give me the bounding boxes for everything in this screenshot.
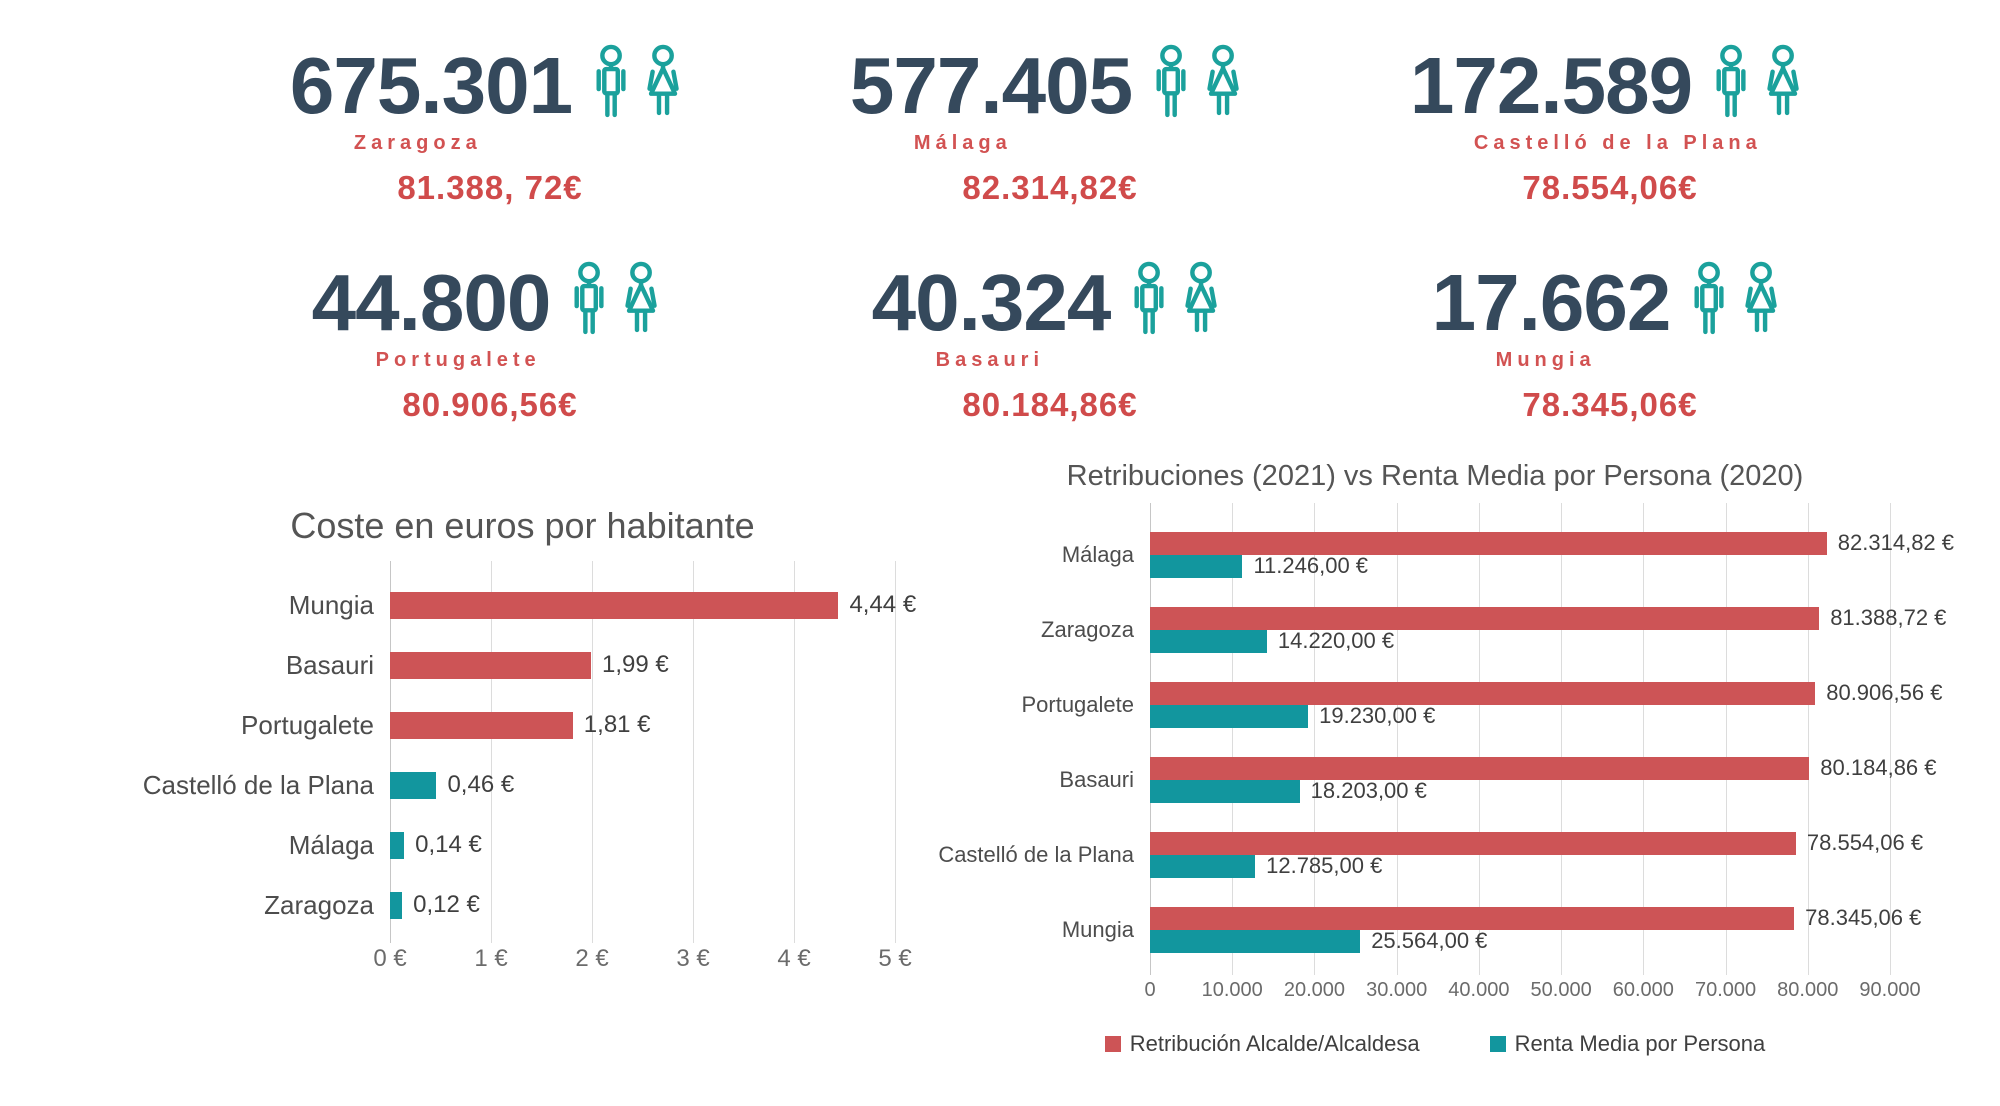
value-axis	[1144, 979, 1921, 1015]
legend-item	[1105, 1031, 1420, 1057]
bar-value-label: 0,14 €	[415, 831, 482, 858]
axis-tick-label: 0	[1144, 979, 1156, 1001]
population-value: 172.589	[1409, 41, 1693, 130]
bar	[1150, 930, 1360, 953]
chart-row	[1150, 667, 1943, 742]
bar-value-label: 81.388,72 €	[1830, 605, 1947, 630]
bar-line	[1150, 705, 1890, 728]
chart-row	[1150, 817, 1924, 892]
category-label: Basauri	[285, 649, 374, 680]
bar	[1150, 705, 1308, 728]
stat-block-basauri	[770, 259, 1330, 424]
chart-row	[390, 815, 895, 875]
chart-row	[390, 695, 895, 755]
plot-area	[390, 575, 917, 935]
salary-value: 81.388, 72€	[397, 169, 583, 206]
legend-color-swatch	[1490, 1036, 1506, 1052]
axis-tick-label: 10.000	[1201, 979, 1263, 1001]
population-value: 675.301	[289, 41, 573, 130]
chart-row	[390, 755, 895, 815]
category-label: Castelló de la Plana	[938, 841, 1134, 867]
stat-block-zaragoza	[210, 42, 770, 207]
legend-color-swatch	[1105, 1036, 1121, 1052]
chart-row	[1150, 592, 1947, 667]
legend-label: Renta Media por Persona	[1514, 1031, 1766, 1056]
bar-value-label: 11.246,00 €	[1253, 553, 1369, 578]
category-label: Mungia	[288, 589, 374, 620]
bar-value-label: 14.220,00 €	[1277, 628, 1395, 653]
axis-tick-label: 80.000	[1777, 979, 1839, 1001]
city-label: Castelló de la Plana	[1473, 132, 1762, 154]
bar-line	[1150, 930, 1890, 953]
stats-grid	[210, 42, 1890, 424]
axis-tick-label: 0 €	[373, 945, 407, 972]
city-label: Mungia	[1495, 349, 1596, 371]
city-label: Zaragoza	[353, 132, 482, 154]
category-label: Zaragoza	[264, 889, 374, 920]
bar-value-label: 25.564,00 €	[1371, 928, 1488, 953]
bar	[390, 772, 436, 799]
category-axis	[938, 517, 1150, 967]
axis-tick-label: 60.000	[1612, 979, 1674, 1001]
category-label: Mungia	[1061, 916, 1134, 942]
bar	[1150, 907, 1794, 930]
people-icon	[1124, 259, 1228, 347]
category-label: Castelló de la Plana	[142, 769, 374, 800]
category-label: Málaga	[1061, 541, 1134, 567]
bar	[390, 652, 591, 679]
city-label: Málaga	[913, 132, 1012, 154]
bar-line	[390, 652, 895, 679]
people-icon	[1706, 42, 1810, 130]
legend-item	[1490, 1031, 1766, 1057]
plot-area	[1150, 517, 1955, 967]
bar-line	[1150, 555, 1890, 578]
axis-tick-label: 90.000	[1859, 979, 1921, 1001]
chart-title: Retribuciones (2021) vs Renta Media por Persona (2020)	[1066, 460, 1804, 492]
bar-line	[1150, 680, 1943, 705]
category-label: Portugalete	[1021, 691, 1134, 717]
people-icon	[1146, 42, 1250, 130]
bar-value-label: 12.785,00 €	[1266, 853, 1383, 878]
chart-title: Coste en euros por habitante	[290, 505, 755, 546]
value-axis	[373, 945, 912, 981]
salary-value: 78.345,06€	[1522, 386, 1698, 423]
bar	[1150, 757, 1809, 780]
bar-value-label: 1,81 €	[583, 711, 651, 738]
bar	[1150, 555, 1242, 578]
bar-line	[390, 892, 895, 919]
bar-line	[1150, 755, 1937, 780]
bar-value-label: 82.314,82 €	[1837, 530, 1955, 555]
bar-value-label: 18.203,00 €	[1310, 778, 1427, 803]
category-axis	[142, 575, 390, 935]
population-value: 40.324	[871, 258, 1111, 347]
axis-tick-label: 20.000	[1283, 979, 1346, 1001]
axis-tick-label: 40.000	[1448, 979, 1510, 1001]
bar	[1150, 607, 1819, 630]
stat-block-malaga	[770, 42, 1330, 207]
category-label: Málaga	[288, 829, 374, 860]
bar-line	[1150, 605, 1947, 630]
bar-line	[1150, 530, 1955, 555]
chart-row	[390, 575, 917, 635]
bar-line	[1150, 630, 1890, 653]
bar	[390, 592, 838, 619]
city-label: Basauri	[935, 349, 1045, 371]
axis-tick-label: 3 €	[676, 945, 710, 972]
bar	[390, 712, 573, 739]
population-value: 44.800	[311, 258, 551, 347]
stat-block-portugalete	[210, 259, 770, 424]
bar	[1150, 532, 1827, 555]
bar	[1150, 682, 1815, 705]
axis-tick-label: 5 €	[878, 945, 912, 972]
bar-value-label: 80.906,56 €	[1826, 680, 1943, 705]
axis-tick-label: 4 €	[777, 945, 811, 972]
bar-line	[390, 772, 895, 799]
bar-value-label: 0,12 €	[413, 891, 480, 918]
bar	[390, 832, 404, 859]
salary-value: 80.906,56€	[402, 386, 578, 423]
bar-line	[390, 712, 895, 739]
bar-value-label: 80.184,86 €	[1820, 755, 1937, 780]
bar-line	[1150, 830, 1924, 855]
chart-row	[1150, 517, 1955, 592]
bar-value-label: 0,46 €	[447, 771, 515, 798]
chart-row	[1150, 892, 1922, 967]
legend-label: Retribución Alcalde/Alcaldesa	[1129, 1031, 1420, 1056]
bar-line	[1150, 905, 1922, 930]
chart-retribuciones-vs-renta	[938, 460, 2000, 1057]
chart-row	[390, 875, 895, 935]
category-label: Portugalete	[241, 709, 374, 740]
bar-line	[1150, 855, 1890, 878]
bar-value-label: 4,44 €	[849, 591, 917, 618]
bar	[1150, 855, 1255, 878]
people-icon	[1684, 259, 1788, 347]
stat-block-castello	[1330, 42, 1890, 207]
category-label: Zaragoza	[1041, 616, 1134, 642]
salary-value: 80.184,86€	[962, 386, 1138, 423]
bar	[1150, 780, 1300, 803]
axis-tick-label: 1 €	[474, 945, 508, 972]
bar-value-label: 78.345,06 €	[1805, 905, 1922, 930]
category-label: Basauri	[1059, 766, 1134, 792]
salary-value: 82.314,82€	[962, 169, 1138, 206]
bar-value-label: 1,99 €	[601, 651, 669, 678]
bar-line	[1150, 780, 1890, 803]
stat-block-mungia	[1330, 259, 1890, 424]
bar	[1150, 832, 1796, 855]
chart-legend	[980, 1031, 1890, 1057]
bar-value-label: 78.554,06 €	[1806, 830, 1924, 855]
city-label: Portugalete	[375, 349, 541, 371]
bar	[390, 892, 402, 919]
salary-value: 78.554,06€	[1522, 169, 1698, 206]
axis-tick-label: 70.000	[1694, 979, 1757, 1001]
bar-line	[390, 832, 895, 859]
bar	[1150, 630, 1267, 653]
people-icon	[564, 259, 668, 347]
axis-tick-label: 50.000	[1530, 979, 1592, 1001]
chart-coste-por-habitante	[142, 505, 917, 981]
chart-row	[390, 635, 895, 695]
bar-value-label: 19.230,00 €	[1319, 703, 1436, 728]
axis-tick-label: 2 €	[575, 945, 609, 972]
people-icon	[586, 42, 690, 130]
axis-tick-label: 30.000	[1366, 979, 1428, 1001]
population-value: 17.662	[1431, 258, 1671, 347]
chart-row	[1150, 742, 1937, 817]
population-value: 577.405	[849, 41, 1133, 130]
bar-line	[390, 591, 917, 619]
